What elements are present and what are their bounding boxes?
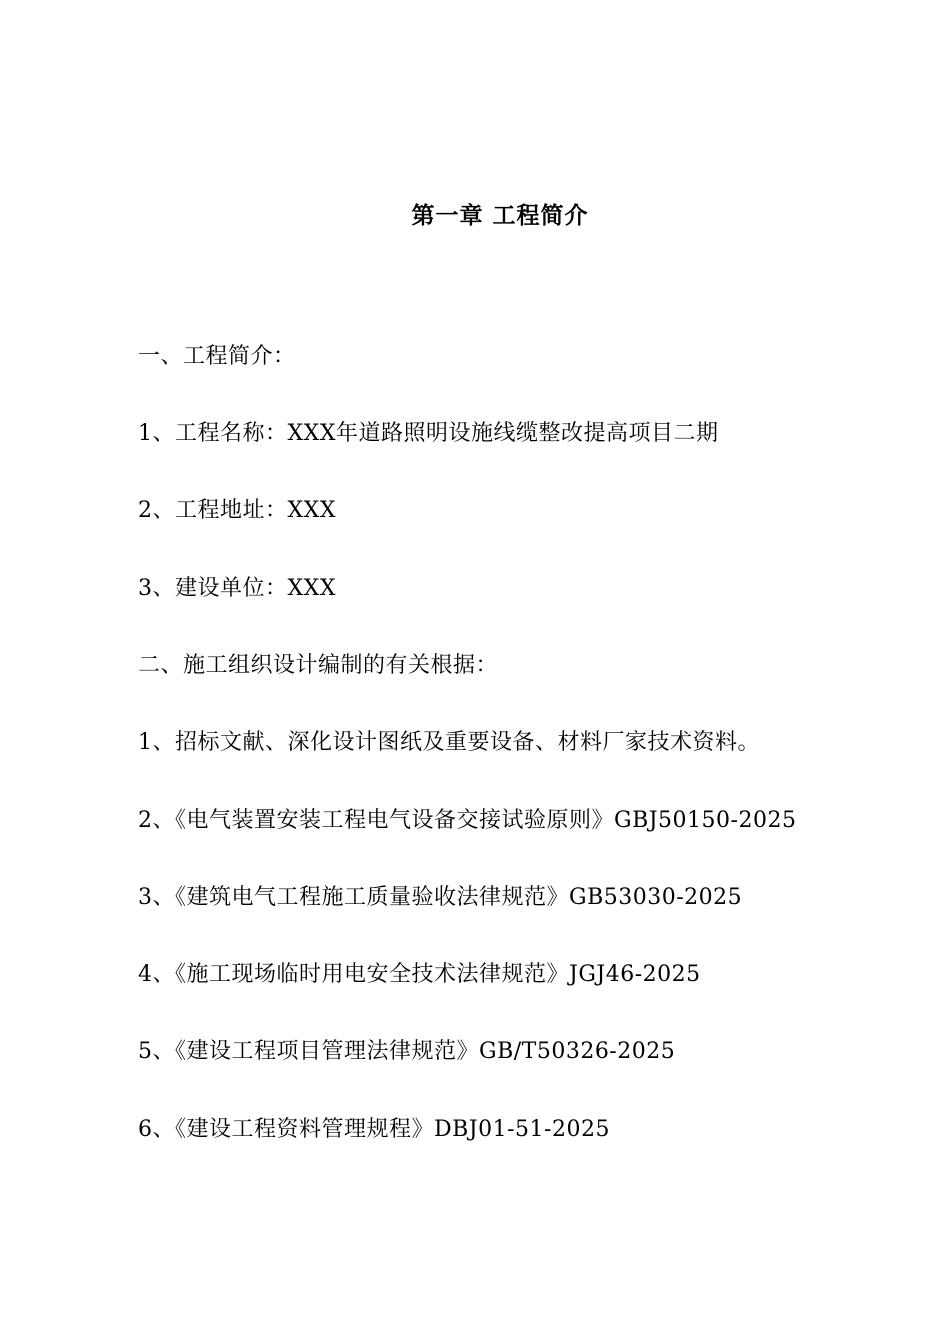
list-item-basis-1: 1、招标文献、深化设计图纸及重要设备、材料厂家技术资料。: [138, 730, 760, 755]
list-item-project-address: 2、工程地址：XXX: [138, 498, 336, 523]
list-item-basis-6: 6、《建设工程资料管理规程》DBJ01-51-2025: [138, 1117, 610, 1142]
list-item-construction-unit: 3、建设单位：XXX: [138, 576, 336, 601]
list-item-project-name: 1、工程名称：XXX年道路照明设施线缆整改提高项目二期: [138, 421, 719, 446]
section-heading-project-intro: 一、工程简介：: [138, 344, 296, 369]
list-item-basis-4: 4、《施工现场临时用电安全技术法律规范》JGJ46-2025: [138, 962, 701, 987]
chapter-title: 第一章 工程简介: [411, 203, 589, 229]
list-item-basis-3: 3、《建筑电气工程施工质量验收法律规范》GB53030-2025: [138, 885, 743, 910]
list-item-basis-2: 2、《电气装置安装工程电气设备交接试验原则》GBJ50150-2025: [138, 808, 797, 833]
list-item-basis-5: 5、《建设工程项目管理法律规范》GB/T50326-2025: [138, 1039, 676, 1064]
section-heading-design-basis: 二、施工组织设计编制的有关根据：: [138, 653, 499, 678]
